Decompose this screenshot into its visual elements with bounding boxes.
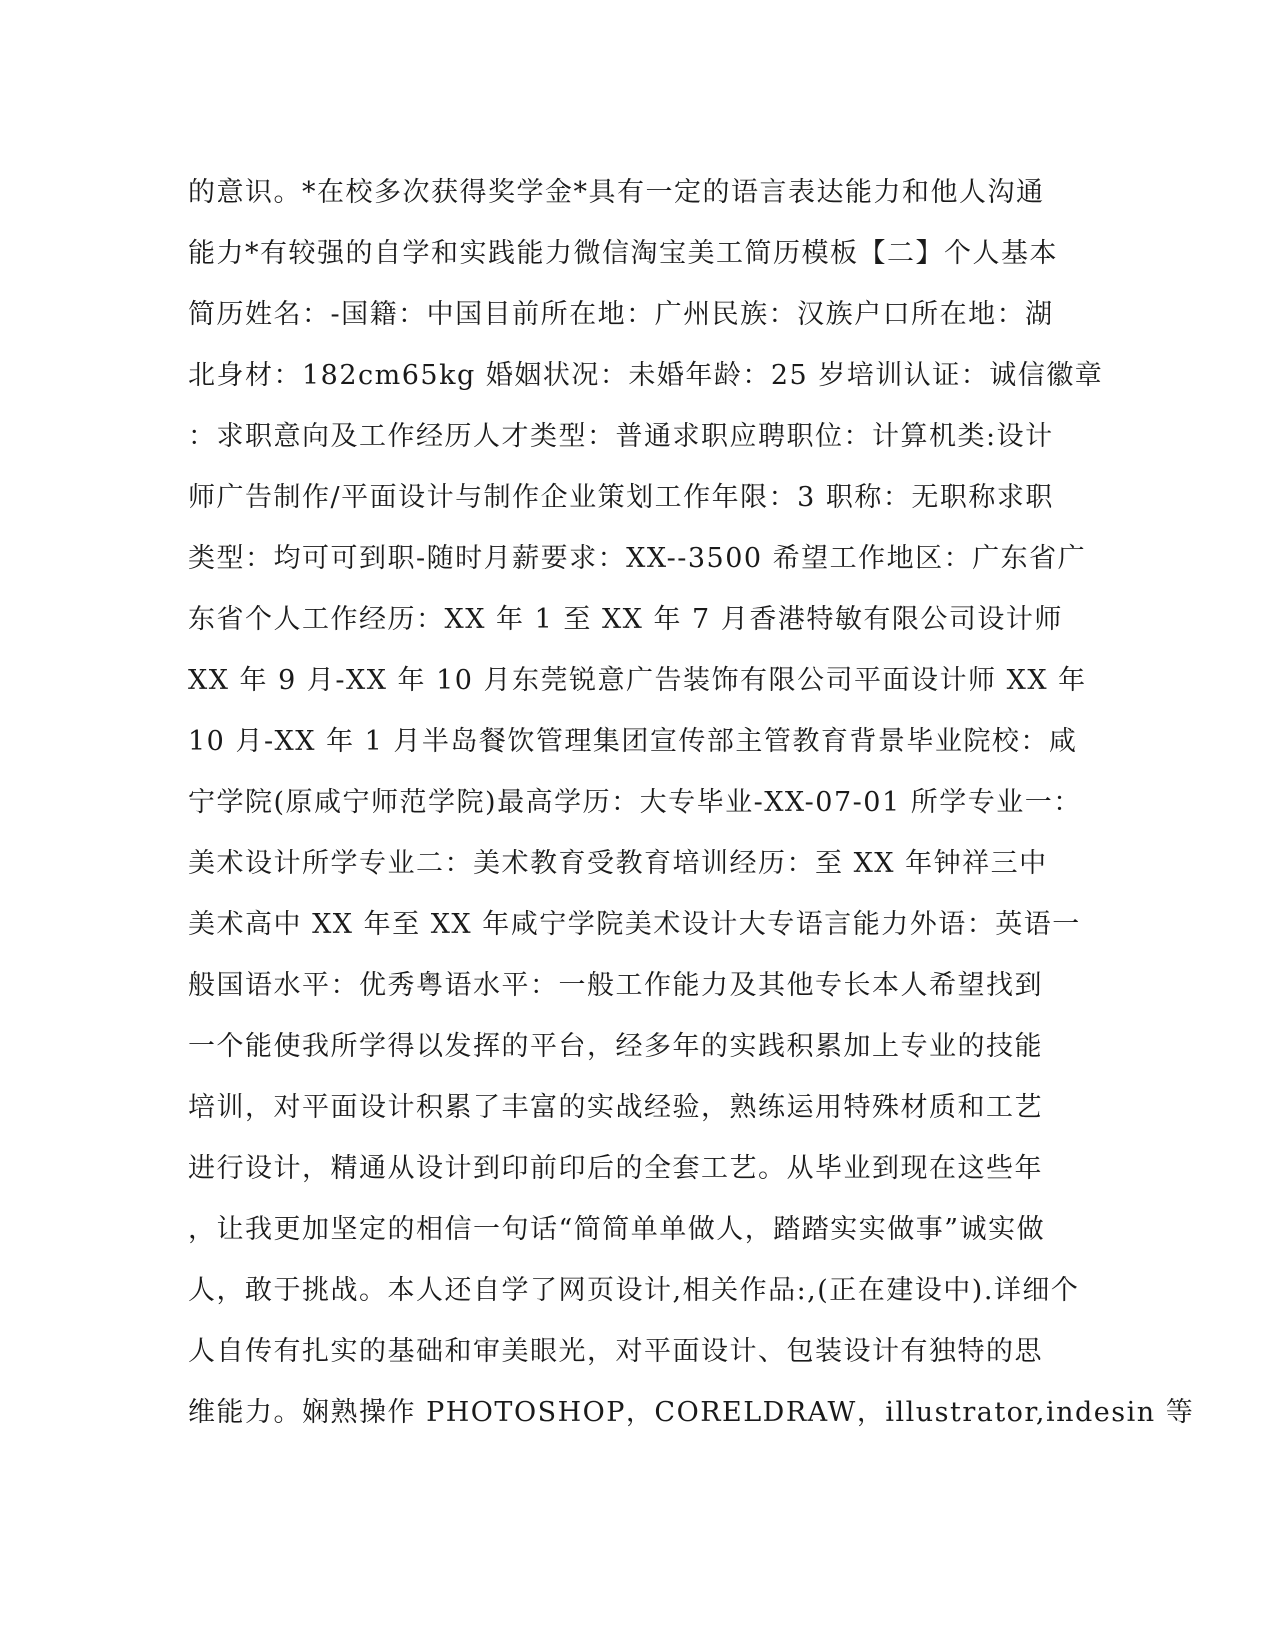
text-line: XX 年 9 月-XX 年 10 月东莞锐意广告装饰有限公司平面设计师 XX 年	[188, 665, 1087, 696]
text-line: ：求职意向及工作经历人才类型：普通求职应聘职位：计算机类:设计	[188, 421, 1054, 452]
text-line: 般国语水平：优秀粤语水平：一般工作能力及其他专长本人希望找到	[188, 970, 1043, 1001]
text-line: 一个能使我所学得以发挥的平台，经多年的实践积累加上专业的技能	[188, 1031, 1043, 1062]
text-line: 宁学院(原咸宁师范学院)最高学历：大专毕业-XX-07-01 所学专业一：	[188, 787, 1082, 818]
text-line: 人自传有扎实的基础和审美眼光，对平面设计、包装设计有独特的思	[188, 1336, 1043, 1367]
text-line: ，让我更加坚定的相信一句话“简简单单做人，踏踏实实做事”诚实做	[188, 1214, 1046, 1245]
text-line: 10 月-XX 年 1 月半岛餐饮管理集团宣传部主管教育背景毕业院校：咸	[188, 726, 1078, 757]
text-line: 北身材：182cm65kg 婚姻状况：未婚年龄：25 岁培训认证：诚信徽章	[188, 360, 1104, 391]
text-line: 东省个人工作经历：XX 年 1 至 XX 年 7 月香港特敏有限公司设计师	[188, 604, 1063, 635]
text-line: 的意识。*在校多次获得奖学金*具有一定的语言表达能力和他人沟通	[188, 177, 1045, 208]
text-line: 美术设计所学专业二：美术教育受教育培训经历：至 XX 年钟祥三中	[188, 848, 1048, 879]
text-line: 人，敢于挑战。本人还自学了网页设计,相关作品:,(正在建设中).详细个	[188, 1275, 1080, 1306]
text-line: 培训，对平面设计积累了丰富的实战经验，熟练运用特殊材质和工艺	[188, 1092, 1043, 1123]
body-text	[188, 162, 1195, 1443]
text-line: 进行设计，精通从设计到印前印后的全套工艺。从毕业到现在这些年	[188, 1153, 1043, 1184]
text-line: 师广告制作/平面设计与制作企业策划工作年限：3 职称：无职称求职	[188, 482, 1054, 513]
text-line: 能力*有较强的自学和实践能力微信淘宝美工简历模板【二】个人基本	[188, 238, 1058, 269]
text-line: 美术高中 XX 年至 XX 年咸宁学院美术设计大专语言能力外语：英语一	[188, 909, 1081, 940]
text-line: 维能力。娴熟操作 PHOTOSHOP，CORELDRAW，illustrator,indesin 等	[188, 1397, 1195, 1428]
text-line: 类型：均可可到职-随时月薪要求：XX--3500 希望工作地区：广东省广	[188, 543, 1087, 574]
text-line: 简历姓名：-国籍：中国目前所在地：广州民族：汉族户口所在地：湖	[188, 299, 1054, 330]
